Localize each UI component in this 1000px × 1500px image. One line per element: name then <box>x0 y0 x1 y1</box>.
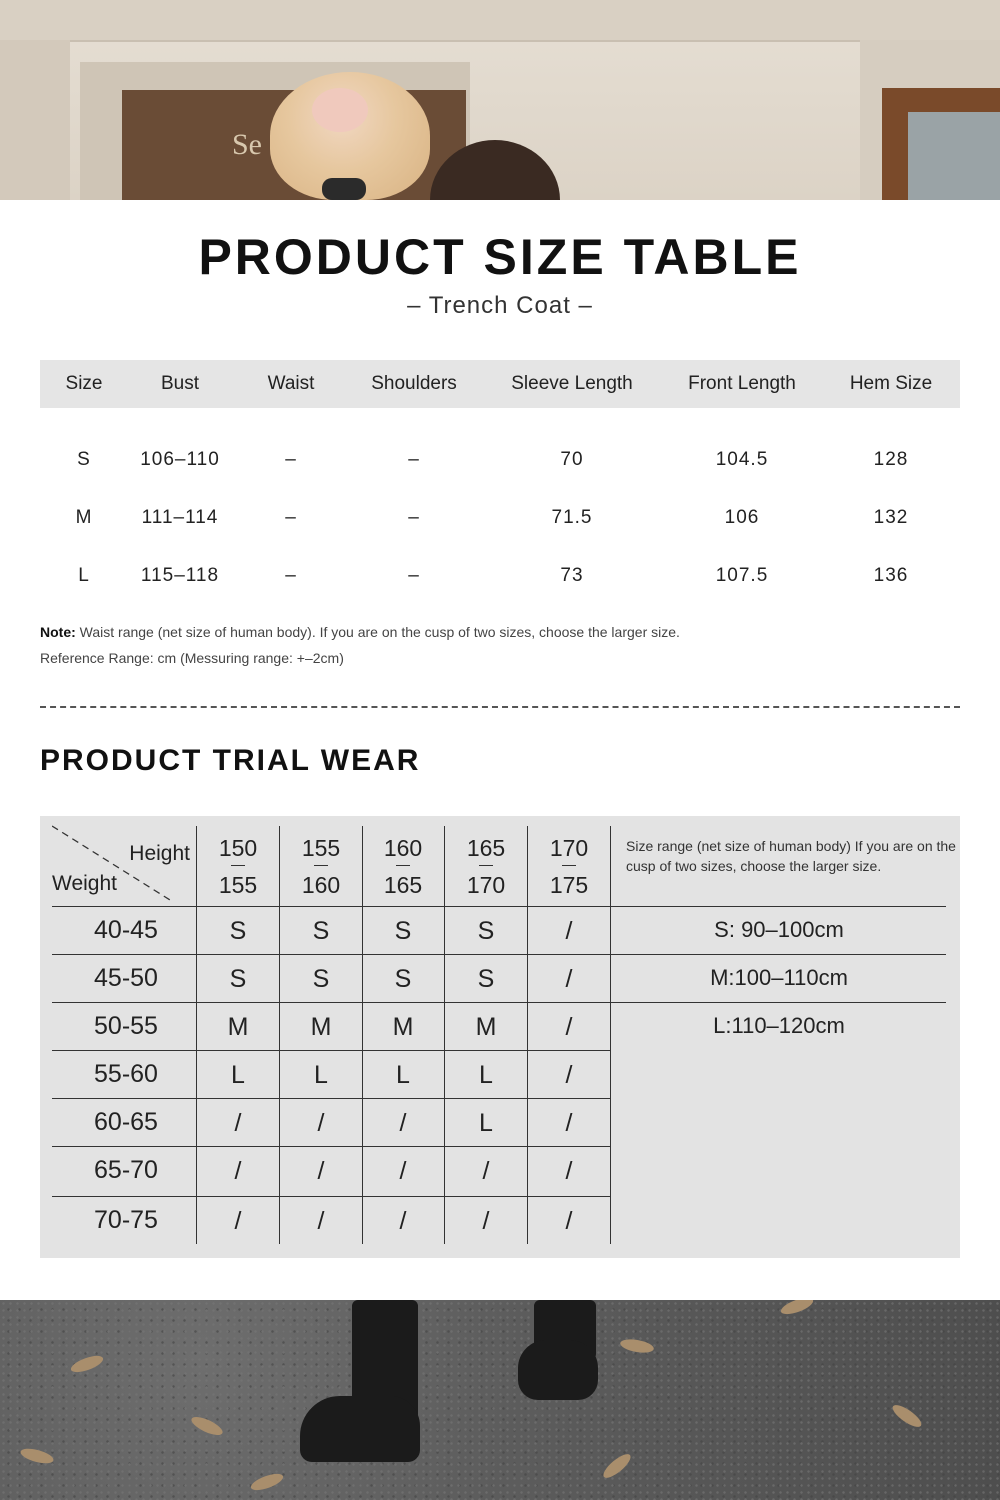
legend-size-range: M:100–110cm <box>710 965 848 990</box>
weight-range-label: 40-45 <box>94 916 158 944</box>
height-range-bottom: 160 <box>301 872 341 898</box>
size-table-header-cell: Shoulders <box>371 373 457 394</box>
weight-range-label: 70-75 <box>94 1206 158 1234</box>
size-table-cell: – <box>408 507 420 528</box>
weight-range-label: 55-60 <box>94 1060 158 1088</box>
boot-left-foot <box>300 1396 420 1462</box>
size-table-cell: 70 <box>560 449 584 470</box>
recommended-size-cell: / <box>565 1109 573 1137</box>
size-table-cell: 128 <box>873 449 909 470</box>
shop-sign: Se <box>232 128 262 161</box>
recommended-size-cell: S <box>312 917 330 945</box>
size-table-cell: L <box>78 565 90 586</box>
height-range-bottom: 175 <box>549 872 589 898</box>
recommended-size-cell: M <box>392 1013 414 1041</box>
size-table-header-cell: Hem Size <box>849 373 933 394</box>
window-glass <box>908 112 1000 200</box>
recommended-size-cell: / <box>565 1013 573 1041</box>
size-table-row <box>40 556 960 596</box>
page-subtitle: – Trench Coat – <box>407 292 593 319</box>
weight-range-label: 50-55 <box>94 1012 158 1040</box>
grid-vertical-line <box>444 826 445 1244</box>
bottom-photo <box>0 1300 1000 1500</box>
recommended-size-cell: S <box>394 965 412 993</box>
size-table-cell: – <box>285 565 297 586</box>
height-range-divider <box>231 865 245 866</box>
size-table-cell: 106 <box>724 507 760 528</box>
recommended-size-cell: / <box>399 1109 407 1137</box>
size-table-cell: 136 <box>873 565 909 586</box>
recommended-size-cell: / <box>565 965 573 993</box>
note-label: Note: <box>40 624 76 640</box>
reference-range: Reference Range: cm (Messuring range: +–2cm) <box>40 650 344 666</box>
height-range-bottom: 165 <box>383 872 423 898</box>
recommended-size-cell: / <box>565 917 573 945</box>
recommended-size-cell: S <box>229 917 247 945</box>
recommended-size-cell: L <box>479 1061 493 1089</box>
height-range-bottom: 170 <box>466 872 506 898</box>
size-table-cell: 106–110 <box>140 449 220 470</box>
glove <box>322 178 366 200</box>
corner-weight-label: Weight <box>52 872 117 895</box>
size-table-cell: 132 <box>873 507 909 528</box>
recommended-size-cell: / <box>399 1207 407 1235</box>
size-table-header-cell: Bust <box>160 373 200 394</box>
asphalt-texture <box>0 1300 1000 1500</box>
recommended-size-cell: M <box>475 1013 497 1041</box>
recommended-size-cell: / <box>565 1207 573 1235</box>
height-range-top: 155 <box>301 835 341 861</box>
recommended-size-cell: / <box>317 1157 325 1185</box>
recommended-size-cell: L <box>231 1061 245 1089</box>
recommended-size-cell: / <box>399 1157 407 1185</box>
legend-size-range: L:110–120cm <box>713 1013 845 1038</box>
grid-vertical-line <box>279 826 280 1244</box>
recommended-size-cell: S <box>477 917 495 945</box>
recommended-size-cell: L <box>314 1061 328 1089</box>
legend-size-range: S: 90–100cm <box>714 917 844 942</box>
weight-range-label: 60-65 <box>94 1108 158 1136</box>
size-table-header-cell: Front Length <box>688 373 796 394</box>
size-table-row <box>40 498 960 538</box>
recommended-size-cell: S <box>312 965 330 993</box>
height-range-divider <box>562 865 576 866</box>
recommended-size-cell: / <box>317 1109 325 1137</box>
height-range-divider <box>396 865 410 866</box>
recommended-size-cell: / <box>234 1207 242 1235</box>
recommended-size-cell: / <box>317 1207 325 1235</box>
page-title: PRODUCT SIZE TABLE <box>198 229 802 285</box>
size-table-cell: M <box>75 507 93 528</box>
recommended-size-cell: M <box>310 1013 332 1041</box>
size-table-header-cell: Sleeve Length <box>511 373 633 394</box>
boot-right-foot <box>518 1340 598 1400</box>
size-table-cell: S <box>77 449 91 470</box>
building-pillar <box>0 40 70 200</box>
top-photo <box>0 0 1000 200</box>
size-note <box>40 624 680 640</box>
recommended-size-cell: / <box>482 1207 490 1235</box>
height-range-top: 160 <box>383 835 423 861</box>
recommended-size-cell: / <box>482 1157 490 1185</box>
height-range-top: 165 <box>466 835 506 861</box>
recommended-size-cell: / <box>565 1061 573 1089</box>
grid-vertical-line <box>196 826 197 1244</box>
recommended-size-cell: / <box>234 1157 242 1185</box>
weight-range-label: 45-50 <box>94 964 158 992</box>
recommended-size-cell: / <box>565 1157 573 1185</box>
grid-vertical-line <box>610 826 611 1244</box>
size-table-cell: 115–118 <box>140 565 220 586</box>
size-table-header <box>40 360 960 408</box>
recommended-size-cell: S <box>229 965 247 993</box>
size-table-cell: 104.5 <box>715 449 769 470</box>
flower-core <box>312 88 368 132</box>
size-table-cell: 71.5 <box>551 507 593 528</box>
recommended-size-cell: M <box>227 1013 249 1041</box>
trial-wear-title: PRODUCT TRIAL WEAR <box>40 744 421 777</box>
height-range-top: 170 <box>549 835 589 861</box>
height-range-bottom: 155 <box>218 872 258 898</box>
size-table-cell: 111–114 <box>141 507 219 528</box>
recommended-size-cell: S <box>477 965 495 993</box>
recommended-size-cell: / <box>234 1109 242 1137</box>
section-divider <box>40 706 960 708</box>
size-table-cell: – <box>408 565 420 586</box>
height-range-divider <box>479 865 493 866</box>
size-table-cell: – <box>408 449 420 470</box>
weight-range-label: 65-70 <box>94 1156 158 1184</box>
recommended-size-cell: L <box>479 1109 493 1137</box>
grid-vertical-line <box>527 826 528 1244</box>
size-table-cell: 107.5 <box>715 565 769 586</box>
height-range-divider <box>314 865 328 866</box>
height-range-top: 150 <box>218 835 258 861</box>
size-table-cell: 73 <box>560 565 584 586</box>
building-ledge <box>0 0 1000 42</box>
recommended-size-cell: S <box>394 917 412 945</box>
recommended-size-cell: L <box>396 1061 410 1089</box>
note-text: Waist range (net size of human body). If you are on the cusp of two sizes, choose the larger size. <box>75 624 680 640</box>
size-table-cell: – <box>285 449 297 470</box>
size-table-header-cell: Waist <box>267 373 315 394</box>
corner-height-label: Height <box>129 842 190 865</box>
size-table-cell: – <box>285 507 297 528</box>
size-table-row <box>40 440 960 480</box>
size-table-header-cell: Size <box>65 373 103 394</box>
legend-note: Size range (net size of human body) If you are on the cusp of two sizes, choose the larger size. <box>626 838 956 874</box>
